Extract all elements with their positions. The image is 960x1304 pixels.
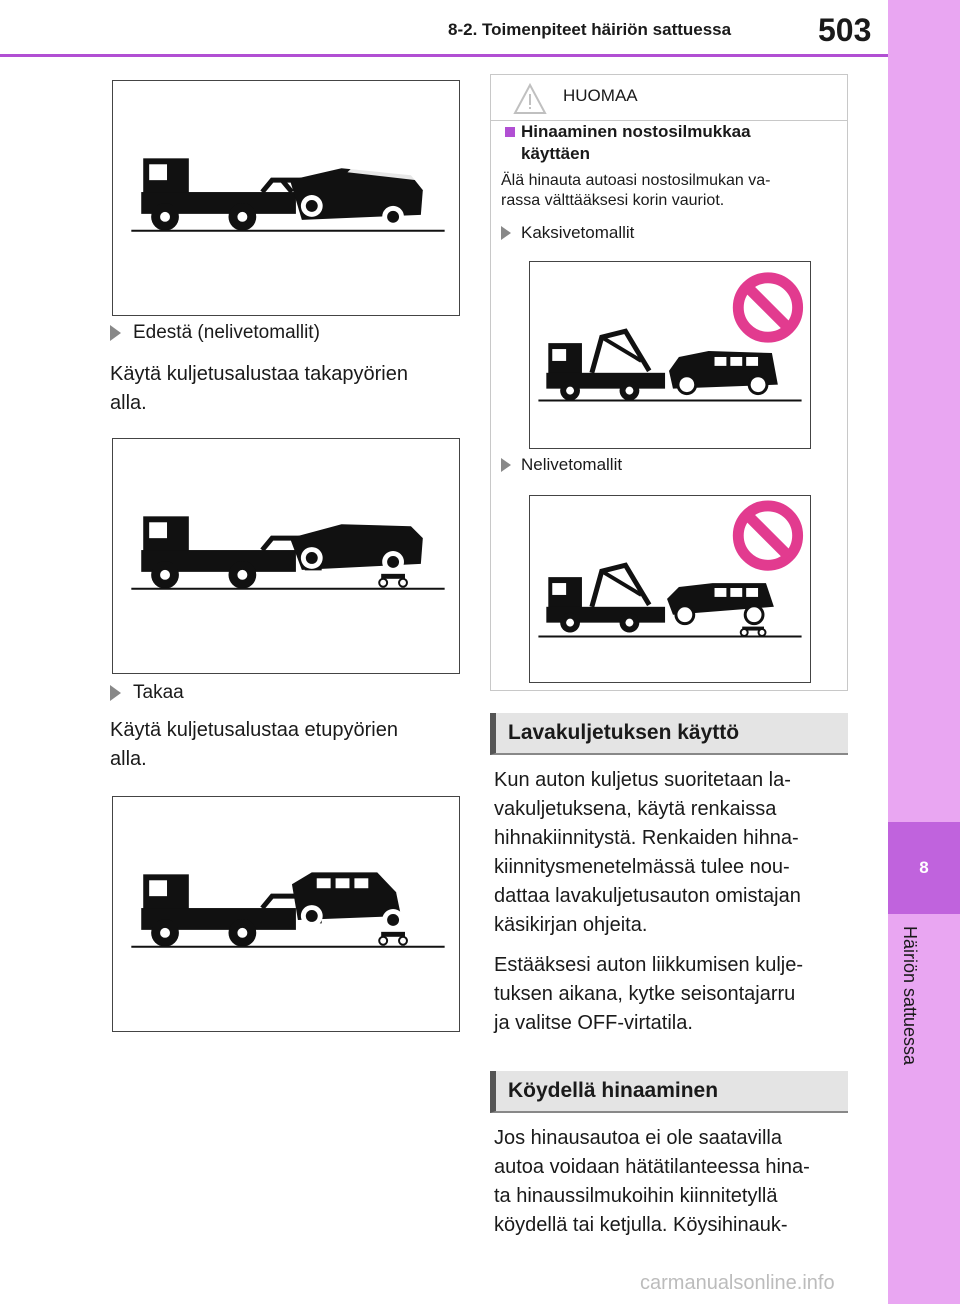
- header-rule: [0, 54, 888, 57]
- triangle-bullet-icon: [501, 458, 511, 472]
- figure-prohibited-2wd: [529, 261, 811, 449]
- notice-header: [491, 75, 847, 121]
- notice-text-line-2: rassa välttääksesi korin vauriot.: [501, 192, 725, 209]
- para-line: kiinnitysmenetelmässä tulee nou-: [494, 856, 790, 878]
- para-rope: [494, 1124, 810, 1240]
- chapter-tab[interactable]: 8: [888, 822, 960, 914]
- bullet-rear: [110, 682, 184, 704]
- heading-rope-towing: Köydellä hinaaminen: [490, 1071, 848, 1113]
- triangle-bullet-icon: [501, 226, 511, 240]
- section-title: 8-2. Toimenpiteet häiriön sattuessa: [448, 20, 732, 39]
- para-rear-line-1: Käytä kuljetusalustaa etupyörien: [110, 719, 398, 741]
- watermark: carmanualsonline.info: [640, 1272, 835, 1294]
- chapter-title-vertical: Häiriön sattuessa: [900, 926, 920, 1066]
- bullet-rear-label: Takaa: [133, 682, 184, 703]
- triangle-bullet-icon: [110, 325, 121, 341]
- square-bullet-icon: [505, 127, 515, 137]
- para-rear: [110, 716, 398, 774]
- notice-heading-line-1: Hinaaminen nostosilmukkaa: [521, 122, 751, 141]
- para-line: Jos hinausautoa ei ole saatavilla: [494, 1127, 782, 1149]
- warning-triangle-icon: [513, 83, 547, 115]
- para-line: ta hinaussilmukoihin kiinnitetyllä: [494, 1185, 778, 1207]
- para-rear-line-2: alla.: [110, 748, 147, 770]
- notice-heading: [521, 121, 841, 165]
- para-line: vakuljetuksena, käytä renkaissa: [494, 798, 777, 820]
- tow-illustration-1: [113, 81, 459, 315]
- notice-bullet-2wd: [501, 223, 634, 243]
- para-flatbed-2: [494, 951, 803, 1038]
- notice-text-line-1: Älä hinauta autoasi nostosilmukan va-: [501, 172, 771, 189]
- para-front-line-1: Käytä kuljetusalustaa takapyörien: [110, 363, 408, 385]
- figure-tow-dolly-rear: [112, 438, 460, 674]
- para-line: ja valitse OFF-virtatila.: [494, 1012, 693, 1034]
- tow-illustration-3: [113, 797, 459, 1031]
- para-line: käsikirjan ohjeita.: [494, 914, 648, 936]
- triangle-bullet-icon: [110, 685, 121, 701]
- notice-bullet-4wd: [501, 455, 622, 475]
- prohibited-tow-illustration-2: [530, 496, 810, 682]
- notice-bullet-4wd-label: Nelivetomallit: [521, 455, 623, 474]
- heading-flatbed: Lavakuljetuksen käyttö: [490, 713, 848, 755]
- figure-tow-wheel-lift: [112, 80, 460, 316]
- para-front: [110, 360, 408, 418]
- figure-tow-dolly-front: [112, 796, 460, 1032]
- para-line: tuksen aikana, kytke seisontajarru: [494, 983, 796, 1005]
- para-line: Kun auton kuljetus suoritetaan la-: [494, 769, 791, 791]
- notice-label: HUOMAA: [563, 86, 638, 105]
- tow-illustration-2: [113, 439, 459, 673]
- para-line: hihnakiinnitystä. Renkaiden hihna-: [494, 827, 799, 849]
- para-front-line-2: alla.: [110, 392, 147, 414]
- para-line: köydellä tai ketjulla. Köysihinauk-: [494, 1214, 788, 1236]
- page-number: 503: [818, 12, 872, 48]
- side-tab-strip: [888, 0, 960, 1304]
- notice-text: [501, 171, 841, 211]
- para-flatbed-1: [494, 766, 801, 940]
- figure-prohibited-4wd: [529, 495, 811, 683]
- para-line: autoa voidaan hätätilanteessa hina-: [494, 1156, 810, 1178]
- para-line: Estääksesi auton liikkumisen kulje-: [494, 954, 804, 976]
- notice-box: [490, 74, 848, 691]
- notice-heading-line-2: käyttäen: [521, 144, 590, 163]
- bullet-front: [110, 322, 320, 344]
- para-line: dattaa lavakuljetusauton omistajan: [494, 885, 801, 907]
- prohibited-tow-illustration-1: [530, 262, 810, 448]
- bullet-front-label: Edestä (nelivetomallit): [133, 322, 320, 343]
- notice-bullet-2wd-label: Kaksivetomallit: [521, 223, 635, 242]
